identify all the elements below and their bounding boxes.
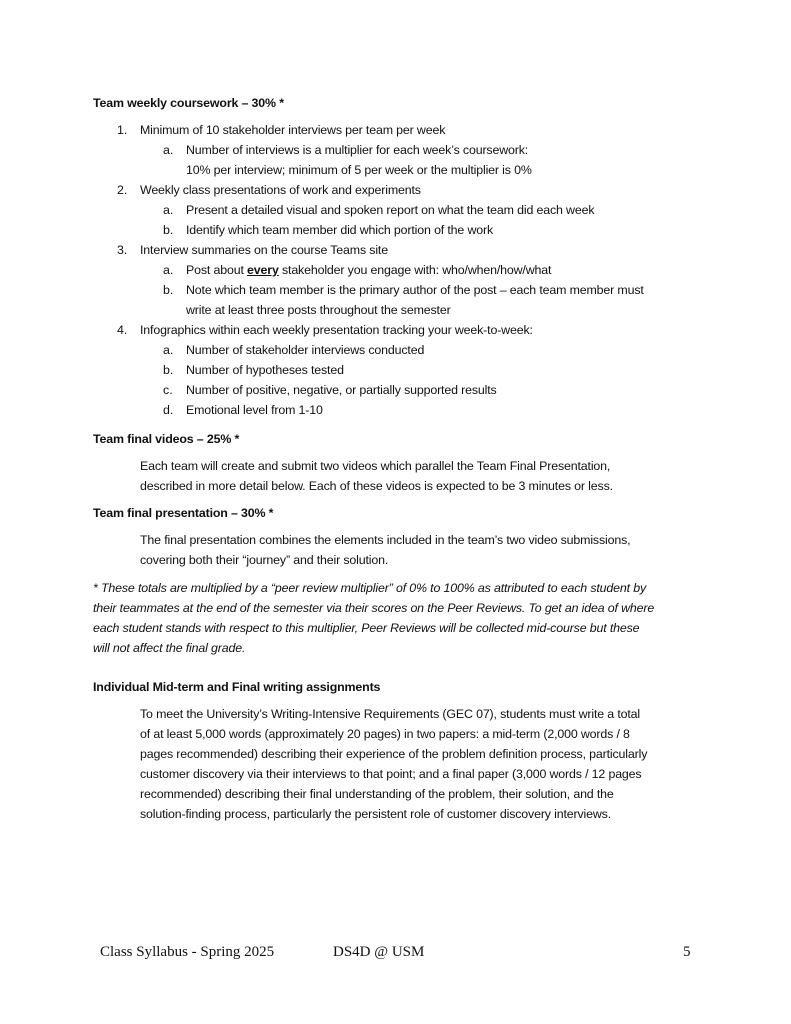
final-presentation-heading: Team final presentation – 30% * [93, 506, 274, 520]
item-1-number: 1. [117, 123, 128, 137]
peer-review-note-line-1: * These totals are multiplied by a “peer review multiplier” of 0% to 100% as attributed to each student by [93, 581, 646, 595]
item-3-text: Interview summaries on the course Teams site [140, 243, 388, 257]
item-4-text: Infographics within each weekly presentation tracking your week-to-week: [140, 323, 533, 337]
footer-course-title: Class Syllabus - Spring 2025 [100, 944, 275, 960]
writing-line-2: of at least 5,000 words (approximately 20 pages) in two papers: a mid-term (2,000 words / 8 [140, 727, 630, 741]
item-4b-letter: b. [163, 363, 174, 377]
footer-course-code: DS4D @ USM [333, 944, 425, 960]
item-4c-line: Number of positive, negative, or partially supported results [186, 383, 497, 397]
item-1a-line-1: Number of interviews is a multiplier for each week’s coursework: [186, 143, 529, 157]
item-3b-letter: b. [163, 283, 174, 297]
item-3-number: 3. [117, 243, 128, 257]
writing-line-3: pages recommended) describing their experience of the problem definition process, particularly [140, 747, 648, 761]
weekly-coursework-heading: Team weekly coursework – 30% * [93, 96, 284, 110]
item-3b-line-1: Note which team member is the primary author of the post – each team member must [186, 283, 644, 297]
final-presentation-line-1: The final presentation combines the elements included in the team’s two video submissions, [140, 533, 631, 547]
writing-line-5: recommended) describing their final understanding of the problem, their solution, and the [140, 787, 614, 801]
item-4a-letter: a. [163, 343, 174, 357]
item-3b-line-2: write at least three posts throughout the semester [186, 303, 451, 317]
item-2b-letter: b. [163, 223, 174, 237]
item-3a-letter: a. [163, 263, 174, 277]
emphasis-every: every [247, 263, 279, 277]
peer-review-note-line-3: each student stands with respect to this multiplier, Peer Reviews will be collected mid-course but these [93, 621, 640, 635]
writing-assignments-heading: Individual Mid-term and Final writing assignments [93, 680, 381, 694]
final-presentation-line-2: covering both their “journey” and their solution. [140, 553, 389, 567]
item-3a-line [186, 262, 551, 278]
item-2b-line: Identify which team member did which portion of the work [186, 223, 494, 237]
final-videos-heading: Team final videos – 25% * [93, 432, 240, 446]
item-4d-line: Emotional level from 1-10 [186, 403, 323, 417]
item-2a-letter: a. [163, 203, 174, 217]
final-videos-line-2: described in more detail below. Each of these videos is expected to be 3 minutes or less. [140, 479, 613, 493]
item-4d-letter: d. [163, 403, 174, 417]
item-3a-post: stakeholder you engage with: who/when/how/what [278, 263, 552, 277]
item-1a-line-2: 10% per interview; minimum of 5 per week or the multiplier is 0% [186, 163, 532, 177]
peer-review-note-line-2: their teammates at the end of the semester via their scores on the Peer Reviews. To get an idea of where [93, 601, 655, 615]
item-3a-pre: Post about [186, 263, 248, 277]
final-videos-line-1: Each team will create and submit two videos which parallel the Team Final Presentation, [140, 459, 611, 473]
item-2a-line: Present a detailed visual and spoken report on what the team did each week [186, 203, 595, 217]
item-1a-letter: a. [163, 143, 174, 157]
item-2-text: Weekly class presentations of work and experiments [140, 183, 421, 197]
item-4c-letter: c. [163, 383, 173, 397]
item-4b-line: Number of hypotheses tested [186, 363, 344, 377]
peer-review-note-line-4: will not affect the final grade. [93, 641, 246, 655]
writing-line-6: solution-finding process, particularly the persistent role of customer discovery interviews. [140, 807, 612, 821]
item-4a-line: Number of stakeholder interviews conducted [186, 343, 425, 357]
writing-line-1: To meet the University’s Writing-Intensive Requirements (GEC 07), students must write a total [140, 707, 641, 721]
item-1-text: Minimum of 10 stakeholder interviews per team per week [140, 123, 446, 137]
item-2-number: 2. [117, 183, 128, 197]
page-number: 5 [683, 944, 691, 960]
writing-line-4: customer discovery via their interviews to that point; and a final paper (3,000 words / 12 pages [140, 767, 642, 781]
item-4-number: 4. [117, 323, 128, 337]
